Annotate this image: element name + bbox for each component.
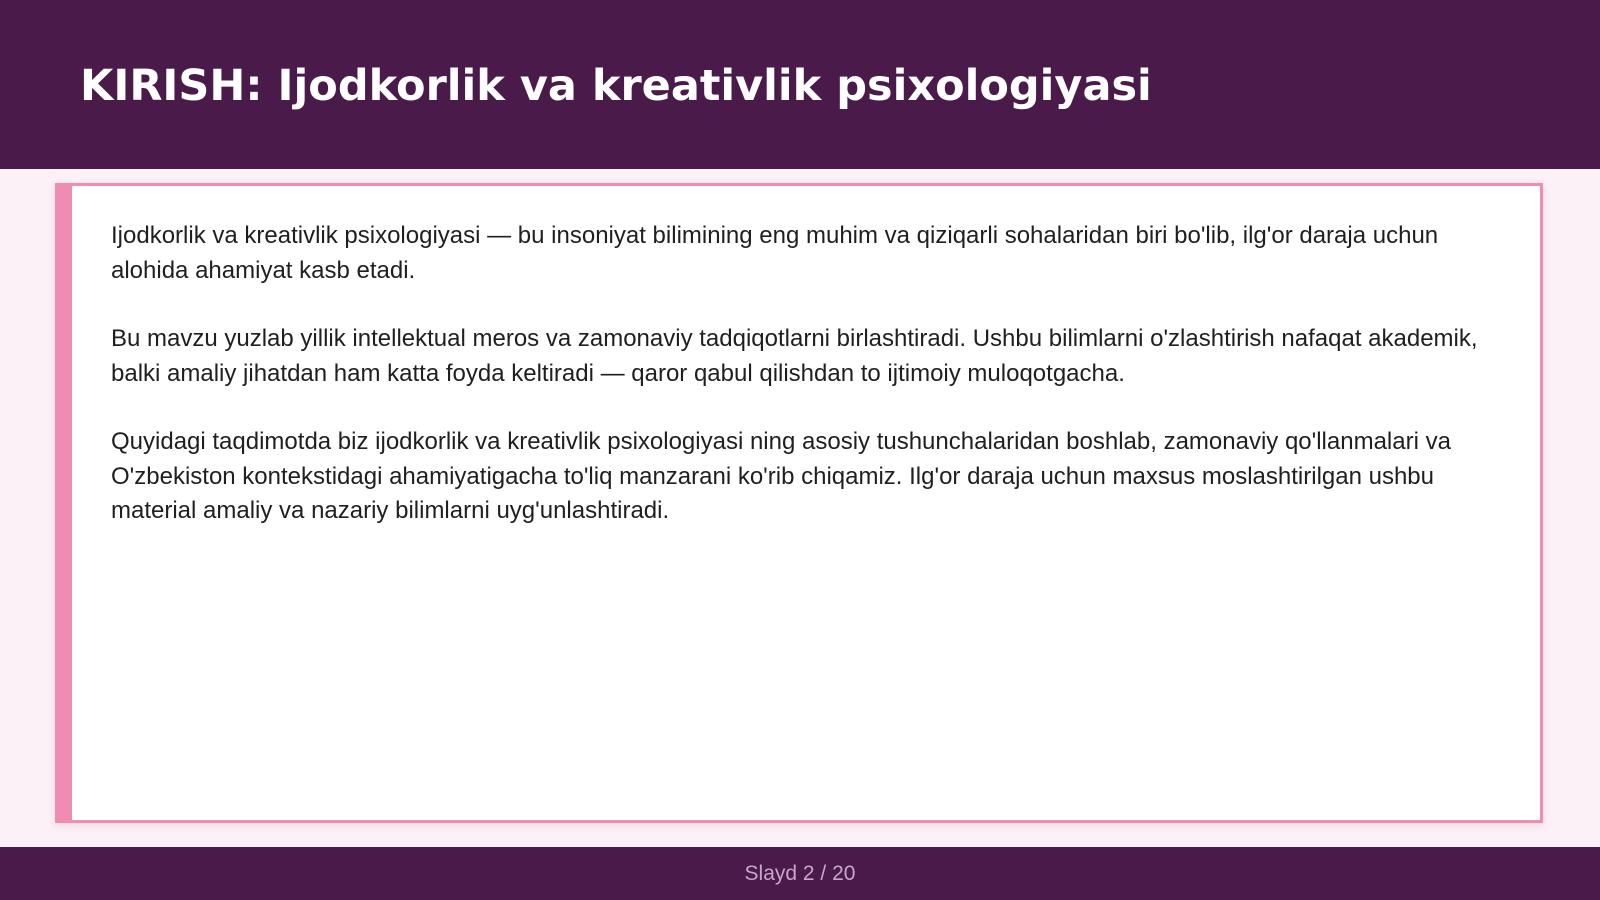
footer-bar — [0, 847, 1600, 900]
title-bar — [0, 0, 1600, 169]
slide-counter: Slayd 2 / 20 — [744, 862, 856, 885]
paragraph-heritage: Bu mavzu yuzlab yillik intellektual meros va zamonaviy tadqiqotlarni birlashtiradi. Ushbu bilimlarni o'zlashtirish nafaqat akademik, balki amaliy jihatdan ham katta foyda keltiradi — qaror qabul qilishdan to ijtimoiy muloqotgacha. — [111, 325, 1478, 387]
content-body — [111, 219, 1511, 563]
content-card — [55, 183, 1543, 823]
paragraph-overview: Quyidagi taqdimotda biz ijodkorlik va kreativlik psixologiyasi ning asosiy tushunchalaridan boshlab, zamonaviy qo'llanmalari va O'zbekiston kontekstidagi ahamiyatigacha to'liq manzarani ko'rib chiqamiz. Ilg'or daraja uchun maxsus moslashtirilgan ushbu material amaliy va nazariy bilimlarni uyg'unlashtiradi. — [111, 428, 1451, 524]
slide-title: KIRISH: Ijodkorlik va kreativlik psixologiyasi — [80, 61, 1152, 111]
paragraph-intro: Ijodkorlik va kreativlik psixologiyasi — bu insoniyat bilimining eng muhim va qiziqarli sohalaridan biri bo'lib, ilg'or daraja uchun alohida ahamiyat kasb etadi. — [111, 222, 1439, 284]
